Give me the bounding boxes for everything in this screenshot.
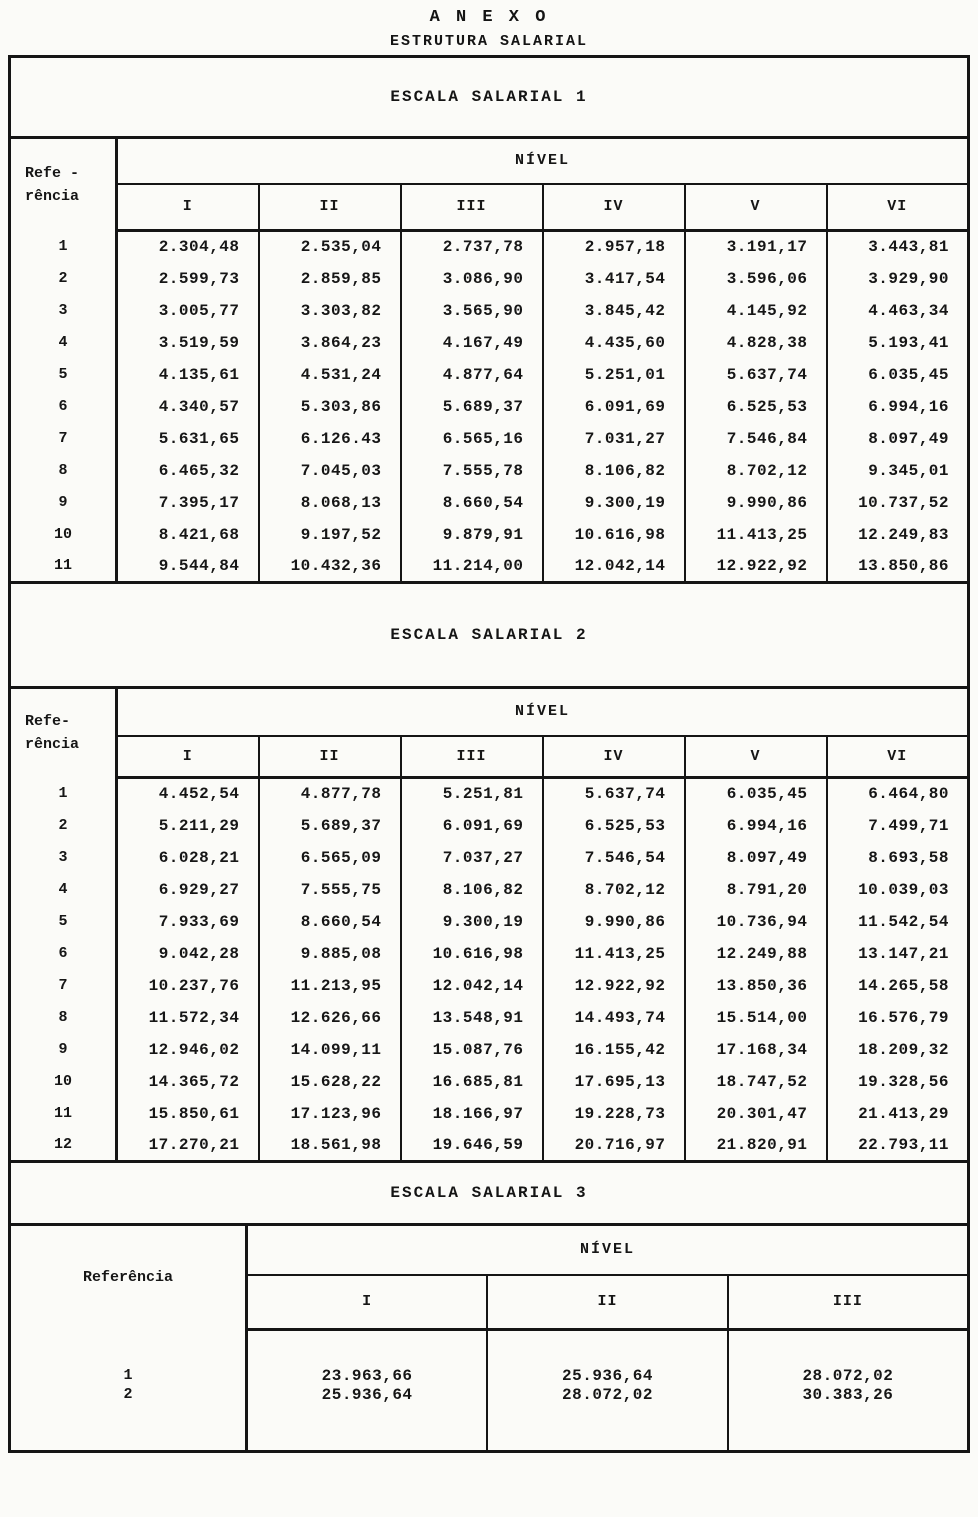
level-header-II: II <box>259 184 401 231</box>
salary-value-cell: 8.702,12 <box>685 455 827 487</box>
salary-value-cell: 10.616,98 <box>543 519 685 551</box>
reference-cell: 8 <box>10 455 117 487</box>
salary-value-cell: 8.097,49 <box>827 423 969 455</box>
salary-value-cell: 10.736,94 <box>685 906 827 938</box>
document-title: A N E X O <box>429 8 549 27</box>
salary-value-cell: 20.716,97 <box>543 1130 685 1162</box>
salary-value-cell: 8.660,54 <box>401 487 543 519</box>
reference-cell: 2 <box>10 810 117 842</box>
salary-value-cell: 5.689,37 <box>401 391 543 423</box>
salary-value-cell: 7.031,27 <box>543 423 685 455</box>
reference-header-line1: Refe- <box>25 713 71 730</box>
salary-value-cell: 8.106,82 <box>401 874 543 906</box>
table-row <box>10 423 969 455</box>
salary-value-cell: 18.166,97 <box>401 1098 543 1130</box>
salary-value-cell: 15.850,61 <box>117 1098 259 1130</box>
salary-value-cell: 15.087,76 <box>401 1034 543 1066</box>
table-row <box>10 906 969 938</box>
salary-value-cell: 16.685,81 <box>401 1066 543 1098</box>
salary-value-cell: 12.042,14 <box>543 551 685 583</box>
level-header-IV: IV <box>543 736 685 778</box>
salary-value-cell: 7.395,17 <box>117 487 259 519</box>
level-header-I: I <box>247 1275 488 1330</box>
salary-value-cell: 6.126.43 <box>259 423 401 455</box>
level-header-IV: IV <box>543 184 685 231</box>
salary-value-cell: 3.191,17 <box>685 231 827 263</box>
salary-value-cell: 6.035,45 <box>827 359 969 391</box>
reference-cell: 1 <box>10 778 117 810</box>
table-row <box>10 359 969 391</box>
level-header-I: I <box>117 184 259 231</box>
salary-value-cell: 12.946,02 <box>117 1034 259 1066</box>
salary-value-cell: 9.300,19 <box>543 487 685 519</box>
salary-value-cell: 8.693,58 <box>827 842 969 874</box>
table-row <box>10 1130 969 1162</box>
salary-value-cell: 12.249,88 <box>685 938 827 970</box>
salary-value-cell: 16.155,42 <box>543 1034 685 1066</box>
salary-value-cell: 8.421,68 <box>117 519 259 551</box>
table-row <box>10 391 969 423</box>
salary-value-cell: 5.689,37 <box>259 810 401 842</box>
salary-value-cell: 9.544,84 <box>117 551 259 583</box>
salary-value-cell: 9.990,86 <box>543 906 685 938</box>
reference-cell: 7 <box>10 423 117 455</box>
reference-header-line1: Refe - <box>25 164 80 182</box>
salary-value-cell: 11.214,00 <box>401 551 543 583</box>
salary-value-cell: 6.565,09 <box>259 842 401 874</box>
salary-value-cell: 4.145,92 <box>685 295 827 327</box>
salary-table-2 <box>8 686 970 1163</box>
reference-cell: 10 <box>10 1066 117 1098</box>
salary-value-cell: 9.879,91 <box>401 519 543 551</box>
salary-value-cell: 8.660,54 <box>259 906 401 938</box>
level-header-II: II <box>259 736 401 778</box>
salary-value-cell: 5.631,65 <box>117 423 259 455</box>
salary-value-cell: 7.555,75 <box>259 874 401 906</box>
salary-value-cell: 6.525,53 <box>543 810 685 842</box>
reference-column-header <box>10 1225 247 1330</box>
salary-value-cell: 9.885,08 <box>259 938 401 970</box>
salary-value-cell: 10.737,52 <box>827 487 969 519</box>
salary-value-cell: 8.068,13 <box>259 487 401 519</box>
salary-value-cell: 7.546,54 <box>543 842 685 874</box>
reference-cell: 1 <box>10 231 117 263</box>
salary-value-cell: 9.197,52 <box>259 519 401 551</box>
salary-value-cell: 12.922,92 <box>543 970 685 1002</box>
level-header-II: II <box>487 1275 728 1330</box>
table-row <box>10 295 969 327</box>
salary-value-cell: 18.209,32 <box>827 1034 969 1066</box>
salary-value-cell: 3.417,54 <box>543 263 685 295</box>
salary-value-cell: 3.005,77 <box>117 295 259 327</box>
salary-value-cell: 23.963,66 <box>247 1330 488 1386</box>
salary-table-3 <box>8 1223 970 1453</box>
salary-value-cell: 3.845,42 <box>543 295 685 327</box>
scale-2-title-band <box>8 581 970 689</box>
salary-value-cell: 5.637,74 <box>685 359 827 391</box>
salary-value-cell: 15.628,22 <box>259 1066 401 1098</box>
scale-3-title-band <box>8 1160 970 1226</box>
tables-container <box>8 55 970 1453</box>
salary-value-cell: 8.791,20 <box>685 874 827 906</box>
salary-value-cell: 19.228,73 <box>543 1098 685 1130</box>
reference-cell: 6 <box>10 938 117 970</box>
salary-value-cell: 4.452,54 <box>117 778 259 810</box>
salary-value-cell: 6.091,69 <box>401 810 543 842</box>
salary-value-cell: 4.167,49 <box>401 327 543 359</box>
salary-value-cell: 11.542,54 <box>827 906 969 938</box>
reference-header-line1: Referência <box>82 1269 173 1287</box>
table-row <box>10 263 969 295</box>
reference-cell: 5 <box>10 906 117 938</box>
salary-value-cell: 13.850,36 <box>685 970 827 1002</box>
salary-value-cell: 10.237,76 <box>117 970 259 1002</box>
table-row <box>10 1066 969 1098</box>
salary-value-cell: 3.443,81 <box>827 231 969 263</box>
salary-value-cell: 10.039,03 <box>827 874 969 906</box>
level-header-VI: VI <box>827 736 969 778</box>
salary-value-cell: 6.929,27 <box>117 874 259 906</box>
scale-1-title-band <box>8 55 970 139</box>
table-row <box>10 1330 969 1386</box>
salary-value-cell: 12.249,83 <box>827 519 969 551</box>
table-row <box>10 1002 969 1034</box>
reference-cell: 3 <box>10 842 117 874</box>
salary-value-cell: 4.435,60 <box>543 327 685 359</box>
salary-value-cell: 4.877,64 <box>401 359 543 391</box>
salary-value-cell: 5.251,01 <box>543 359 685 391</box>
salary-value-cell: 20.301,47 <box>685 1098 827 1130</box>
level-header-III: III <box>401 736 543 778</box>
salary-value-cell: 11.213,95 <box>259 970 401 1002</box>
salary-value-cell: 28.072,02 <box>487 1386 728 1452</box>
salary-value-cell: 9.345,01 <box>827 455 969 487</box>
salary-value-cell: 18.747,52 <box>685 1066 827 1098</box>
salary-value-cell: 4.463,34 <box>827 295 969 327</box>
salary-value-cell: 8.106,82 <box>543 455 685 487</box>
reference-cell: 9 <box>10 1034 117 1066</box>
reference-cell: 1 <box>10 1330 247 1386</box>
salary-value-cell: 13.548,91 <box>401 1002 543 1034</box>
table-row <box>10 874 969 906</box>
salary-value-cell: 17.270,21 <box>117 1130 259 1162</box>
reference-cell: 11 <box>10 1098 117 1130</box>
salary-value-cell: 4.877,78 <box>259 778 401 810</box>
reference-header-line2: rência <box>25 187 80 205</box>
salary-value-cell: 19.646,59 <box>401 1130 543 1162</box>
salary-value-cell: 8.097,49 <box>685 842 827 874</box>
reference-cell: 11 <box>10 551 117 583</box>
salary-value-cell: 21.820,91 <box>685 1130 827 1162</box>
table-row <box>10 455 969 487</box>
salary-value-cell: 9.990,86 <box>685 487 827 519</box>
reference-cell: 3 <box>10 295 117 327</box>
level-header-I: I <box>117 736 259 778</box>
table-row <box>10 231 969 263</box>
reference-cell: 4 <box>10 874 117 906</box>
reference-column-header <box>10 138 117 231</box>
salary-value-cell: 5.303,86 <box>259 391 401 423</box>
salary-value-cell: 2.957,18 <box>543 231 685 263</box>
reference-cell: 4 <box>10 327 117 359</box>
salary-value-cell: 12.922,92 <box>685 551 827 583</box>
level-group-header: NÍVEL <box>247 1225 969 1275</box>
salary-value-cell: 7.555,78 <box>401 455 543 487</box>
table-row <box>10 1098 969 1130</box>
salary-value-cell: 7.546,84 <box>685 423 827 455</box>
salary-value-cell: 3.596,06 <box>685 263 827 295</box>
salary-value-cell: 7.045,03 <box>259 455 401 487</box>
reference-cell: 9 <box>10 487 117 519</box>
level-group-header: NÍVEL <box>117 688 969 736</box>
salary-value-cell: 14.493,74 <box>543 1002 685 1034</box>
salary-value-cell: 11.572,34 <box>117 1002 259 1034</box>
table-row <box>10 1034 969 1066</box>
salary-value-cell: 6.091,69 <box>543 391 685 423</box>
salary-value-cell: 13.147,21 <box>827 938 969 970</box>
table-row <box>10 810 969 842</box>
salary-value-cell: 6.028,21 <box>117 842 259 874</box>
salary-value-cell: 5.211,29 <box>117 810 259 842</box>
salary-value-cell: 5.251,81 <box>401 778 543 810</box>
reference-cell: 2 <box>10 263 117 295</box>
salary-value-cell: 2.859,85 <box>259 263 401 295</box>
scale-3-title: ESCALA SALARIAL 3 <box>390 1184 588 1202</box>
salary-value-cell: 2.599,73 <box>117 263 259 295</box>
salary-value-cell: 3.565,90 <box>401 295 543 327</box>
level-header-III: III <box>728 1275 969 1330</box>
salary-value-cell: 10.432,36 <box>259 551 401 583</box>
salary-value-cell: 6.994,16 <box>685 810 827 842</box>
level-header-VI: VI <box>827 184 969 231</box>
salary-value-cell: 12.626,66 <box>259 1002 401 1034</box>
salary-value-cell: 12.042,14 <box>401 970 543 1002</box>
scale-3-body <box>10 1330 969 1452</box>
salary-value-cell: 11.413,25 <box>543 938 685 970</box>
salary-value-cell: 3.519,59 <box>117 327 259 359</box>
salary-value-cell: 4.828,38 <box>685 327 827 359</box>
table-row <box>10 551 969 583</box>
salary-value-cell: 14.265,58 <box>827 970 969 1002</box>
salary-value-cell: 9.300,19 <box>401 906 543 938</box>
salary-value-cell: 2.535,04 <box>259 231 401 263</box>
document-subtitle: ESTRUTURA SALARIAL <box>389 33 589 50</box>
level-header-V: V <box>685 184 827 231</box>
salary-value-cell: 6.565,16 <box>401 423 543 455</box>
scale-1-body <box>10 231 969 583</box>
salary-value-cell: 14.099,11 <box>259 1034 401 1066</box>
salary-value-cell: 2.304,48 <box>117 231 259 263</box>
salary-value-cell: 8.702,12 <box>543 874 685 906</box>
table-row <box>10 1386 969 1452</box>
scale-1-title: ESCALA SALARIAL 1 <box>390 88 588 106</box>
salary-value-cell: 25.936,64 <box>487 1330 728 1386</box>
salary-value-cell: 6.465,32 <box>117 455 259 487</box>
table-row <box>10 519 969 551</box>
scale-2-title: ESCALA SALARIAL 2 <box>390 626 588 644</box>
salary-value-cell: 4.531,24 <box>259 359 401 391</box>
salary-value-cell: 15.514,00 <box>685 1002 827 1034</box>
salary-value-cell: 2.737,78 <box>401 231 543 263</box>
salary-value-cell: 16.576,79 <box>827 1002 969 1034</box>
salary-value-cell: 17.695,13 <box>543 1066 685 1098</box>
salary-value-cell: 21.413,29 <box>827 1098 969 1130</box>
reference-cell: 7 <box>10 970 117 1002</box>
salary-value-cell: 7.933,69 <box>117 906 259 938</box>
salary-value-cell: 13.850,86 <box>827 551 969 583</box>
salary-value-cell: 4.135,61 <box>117 359 259 391</box>
reference-cell: 10 <box>10 519 117 551</box>
salary-value-cell: 6.525,53 <box>685 391 827 423</box>
document-header <box>0 8 978 50</box>
reference-cell: 2 <box>10 1386 247 1452</box>
salary-value-cell: 9.042,28 <box>117 938 259 970</box>
salary-value-cell: 7.037,27 <box>401 842 543 874</box>
salary-value-cell: 3.864,23 <box>259 327 401 359</box>
level-header-V: V <box>685 736 827 778</box>
salary-value-cell: 10.616,98 <box>401 938 543 970</box>
salary-value-cell: 17.168,34 <box>685 1034 827 1066</box>
salary-value-cell: 25.936,64 <box>247 1386 488 1452</box>
salary-value-cell: 5.637,74 <box>543 778 685 810</box>
table-row <box>10 970 969 1002</box>
salary-value-cell: 5.193,41 <box>827 327 969 359</box>
reference-cell: 5 <box>10 359 117 391</box>
table-row <box>10 327 969 359</box>
reference-cell: 6 <box>10 391 117 423</box>
salary-value-cell: 17.123,96 <box>259 1098 401 1130</box>
salary-value-cell: 3.929,90 <box>827 263 969 295</box>
salary-value-cell: 6.035,45 <box>685 778 827 810</box>
table-row <box>10 778 969 810</box>
level-group-header: NÍVEL <box>117 138 969 184</box>
salary-value-cell: 14.365,72 <box>117 1066 259 1098</box>
salary-table-1 <box>8 136 970 584</box>
salary-value-cell: 6.994,16 <box>827 391 969 423</box>
salary-value-cell: 3.086,90 <box>401 263 543 295</box>
table-row <box>10 487 969 519</box>
salary-value-cell: 22.793,11 <box>827 1130 969 1162</box>
table-row <box>10 842 969 874</box>
scale-2-body <box>10 778 969 1162</box>
reference-cell: 12 <box>10 1130 117 1162</box>
salary-value-cell: 3.303,82 <box>259 295 401 327</box>
level-header-III: III <box>401 184 543 231</box>
reference-column-header <box>10 688 117 778</box>
salary-value-cell: 18.561,98 <box>259 1130 401 1162</box>
salary-value-cell: 30.383,26 <box>728 1386 969 1452</box>
reference-cell: 8 <box>10 1002 117 1034</box>
reference-header-line2: rência <box>25 736 80 754</box>
salary-value-cell: 7.499,71 <box>827 810 969 842</box>
salary-value-cell: 28.072,02 <box>728 1330 969 1386</box>
salary-value-cell: 11.413,25 <box>685 519 827 551</box>
salary-value-cell: 19.328,56 <box>827 1066 969 1098</box>
salary-value-cell: 4.340,57 <box>117 391 259 423</box>
table-row <box>10 938 969 970</box>
salary-value-cell: 6.464,80 <box>827 778 969 810</box>
